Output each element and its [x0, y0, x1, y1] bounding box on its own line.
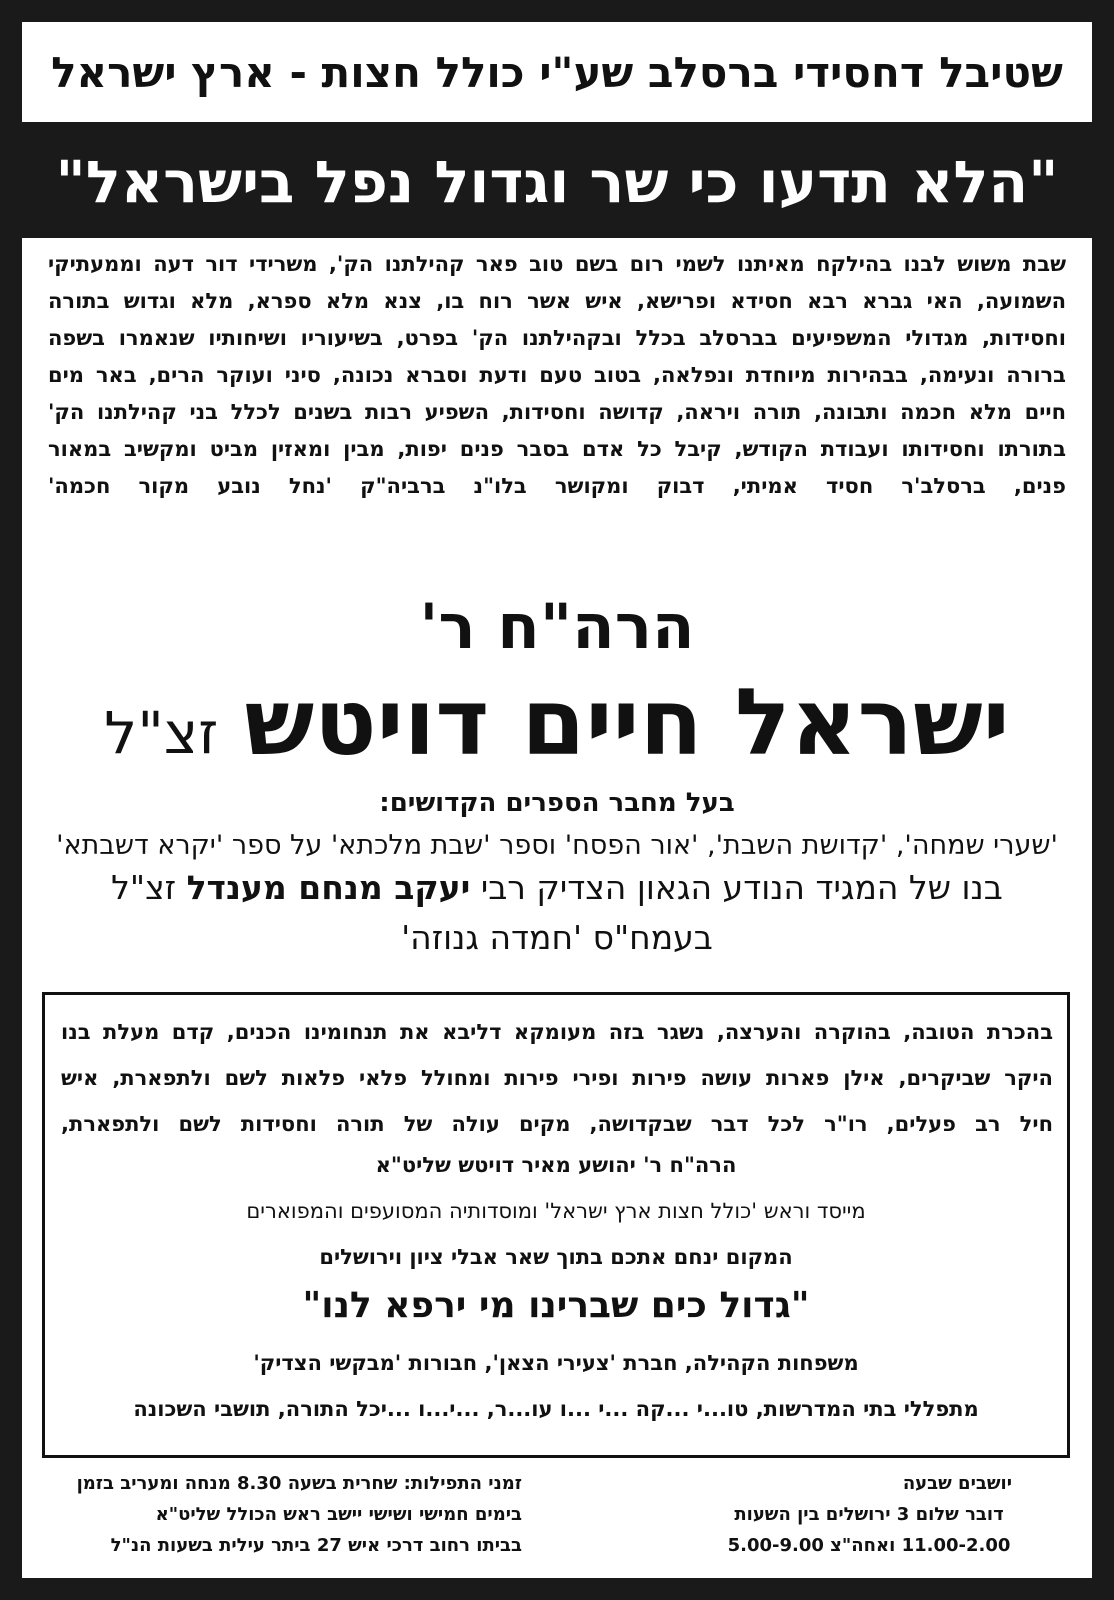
condolence-box: [42, 992, 1070, 1458]
prayer-times-line: בימים חמישי ושישי יישב ראש הכולל שליט"א: [155, 1504, 522, 1525]
condolence-line: חיל רב פעלים, רו"ר לכל דבר שבקדושה, מקים עולה של תורה וחסידות לשם ולתפארת,: [61, 1112, 1053, 1136]
author-heading: בעל מחבר הספרים הקדושים:: [379, 788, 735, 818]
intro-line: וחסידות, מגדולי המשפיעים בברסלב בכלל ובקהילתנו הק' בפרט, בשיעוריו ושיחותיו שנאמרו בשפה: [48, 326, 1066, 350]
son-line: [45, 1153, 1067, 1177]
father-prefix: בנו של המגיד הנודע הגאון הצדיק רבי: [480, 868, 1003, 907]
prayer-times-text: שחרית בשעה 8.30 מנחה ומעריב בזמן: [76, 1473, 398, 1494]
headline-text: "הלא תדעו כי שר וגדול נפל בישראל": [55, 148, 1059, 216]
intro-line: שבת משוש לבנו בהילקח מאיתנו לשמי רום בשם טוב פאר קהילתנו הק', משרידי דור דעה וממעתיקי: [48, 252, 1066, 276]
intro-line: חיים מלא חכמה ותבונה, תורה ויראה, קדושה וחסידות, השפיע רבות בשנים לכלל בני קהילתנו הק': [48, 400, 1066, 424]
quote: "גדול כים שברינו מי ירפא לנו": [302, 1285, 810, 1326]
deceased-name: ישראל חיים דויטש: [244, 669, 1010, 776]
headline-banner: [0, 128, 1114, 236]
intro-line: פנים, ברסלב'ר חסיד אמיתי, דבוק ומקושר בלו"נ ברביה"ק 'נחל נובע מקור חכמה': [48, 474, 1066, 498]
intro-line: השמועה, האי גברא רבא חסידא ופרישא, איש אשר רוח בו, צנא מלא ספרא, מלא וגדוש בתורה: [48, 289, 1066, 313]
shiva-hours: 11.00-2.00 ואחה"צ 5.00-9.00: [727, 1535, 1011, 1556]
shiva-title: יושבים שבעה: [902, 1473, 1012, 1494]
son-suffix: שליט"א: [375, 1153, 451, 1177]
signers-line-1: משפחות הקהילה, חברת 'צעירי הצאן', חבורות 'מבקשי הצדיק': [253, 1351, 859, 1375]
son-title: הרה"ח: [669, 1153, 737, 1177]
intro-paragraph: [48, 246, 1066, 505]
organization-title: שטיבל דחסידי ברסלב שע"י כולל חצות - ארץ ישראל: [51, 47, 1063, 97]
organization-header: [22, 22, 1092, 122]
deceased-suffix: זצ"ל: [104, 699, 219, 767]
prayer-times: [42, 1468, 522, 1561]
prayer-times-line: בביתו רחוב דרכי איש 27 ביתר עילית בשעות הנ"ל: [110, 1535, 522, 1556]
condolence-line: בהכרת הטובה, בהוקרה והערצה, נשגר בזה מעומקא דליבא את תנחומינו הכנים, קדם מעלת בנו: [61, 1020, 1053, 1044]
notice-body: [22, 238, 1092, 1578]
father-line: [22, 868, 1092, 907]
condolence-paragraph: [61, 1009, 1053, 1147]
father-name: יעקב מנחם מענדל: [186, 868, 471, 907]
intro-line: בתורתו וחסידותו ועבודת הקודש, קיבל כל אדם בסבר פנים יפות, מבין ומאזין מביט ומקשיב במאור: [48, 437, 1066, 461]
blessing: המקום ינחם אתכם בתוך שאר אבלי ציון וירושלים: [319, 1245, 793, 1269]
intro-line: ברורה ונעימה, בבהירות מיוחדת ונפלאה, בטוב טעם ודעת וסברא נכונה, סיני ועוקר הרים, באר מים: [48, 363, 1066, 387]
deceased-honorific: הרה"ח ר': [419, 590, 695, 663]
deceased-name-row: [22, 658, 1092, 778]
prayer-times-line: [42, 1468, 522, 1499]
prayer-times-label: זמני התפילות:: [403, 1473, 522, 1494]
father-book: בעמח"ס 'חמדה גנוזה': [401, 918, 713, 957]
books-list: 'שערי שמחה', 'קדושת השבת', 'אור הפסח' וספר 'שבת מלכתא' על ספר 'יקרא דשבתא': [56, 830, 1058, 861]
shiva-address: דובר שלום 3 ירושלים בין השעות: [734, 1504, 1004, 1525]
condolence-line: היקר שביקרים, אילן פארות עושה פירות ופירי פירות ומחולל פלאי פלאות לשם ולתפארת, איש: [61, 1066, 1053, 1090]
shiva-info: [704, 1468, 1034, 1561]
father-suffix: זצ"ל: [111, 868, 177, 907]
son-name: ר' יהושע מאיר דויטש: [458, 1153, 663, 1177]
signers-line-2: מתפללי בתי המדרשות, טו...י ...קה ...י ...ו עו...ר, ...י...ו ...יכל התורה, תושבי השכונה: [133, 1397, 979, 1421]
son-role: מייסד וראש 'כולל חצות ארץ ישראל' ומוסדותיה המסועפים והמפוארים: [246, 1199, 866, 1223]
